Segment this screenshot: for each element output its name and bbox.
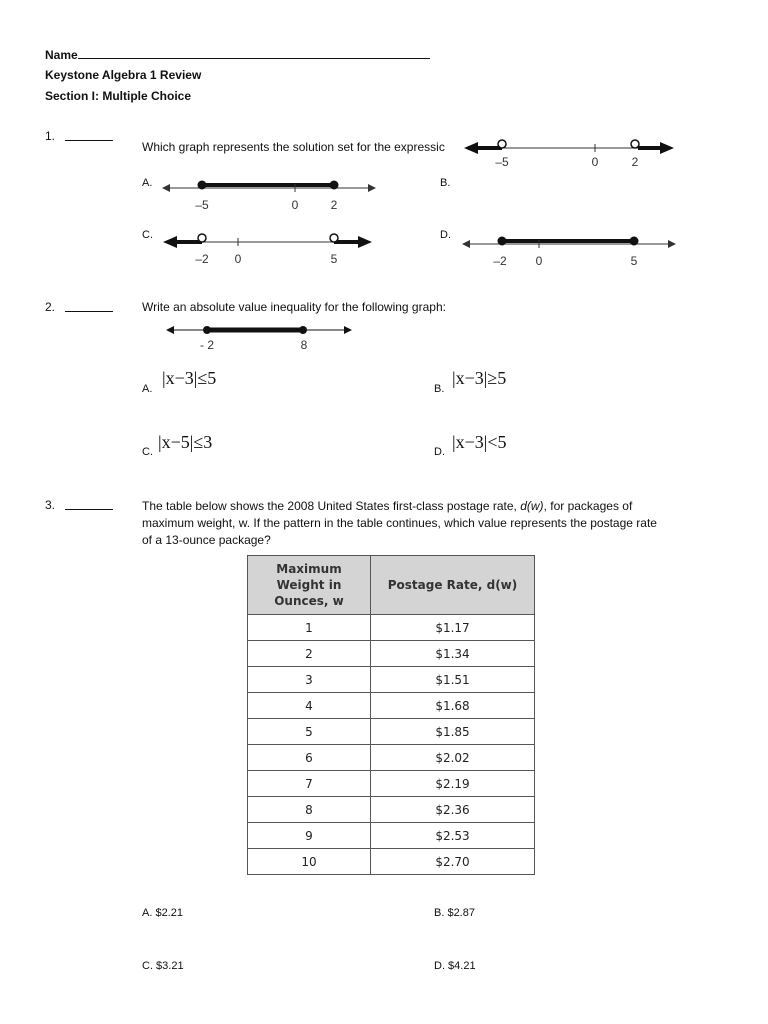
q1-option-a[interactable]: A. — [142, 177, 153, 189]
table-row — [248, 615, 535, 641]
weight-cell: 5 — [248, 719, 371, 745]
rate-cell: $2.70 — [371, 849, 535, 875]
tick-label: - 2 — [199, 338, 215, 352]
q2-graph — [165, 320, 355, 354]
q2-option-c[interactable]: C. — [142, 446, 153, 458]
q2-prompt: Write an absolute value inequality for the following graph: — [142, 300, 446, 314]
q2-answer-c: |x−5|≤3 — [158, 432, 213, 452]
weight-cell: 2 — [248, 641, 371, 667]
rate-cell: $1.68 — [371, 693, 535, 719]
table-row — [248, 771, 535, 797]
rate-cell: $1.17 — [371, 615, 535, 641]
q3-answer-blank — [65, 501, 113, 510]
arrow-left — [163, 236, 177, 248]
rate-cell: $2.02 — [371, 745, 535, 771]
closed-point — [203, 326, 211, 334]
q3-number: 3. — [45, 498, 56, 512]
q2-option-d[interactable]: D. — [434, 446, 445, 458]
weight-cell: 4 — [248, 693, 371, 719]
document-title: Keystone Algebra 1 Review — [45, 68, 202, 82]
weight-cell: 8 — [248, 797, 371, 823]
q2-answer-b: |x−3|≥5 — [452, 368, 507, 388]
q1-option-d[interactable]: D. — [440, 229, 451, 241]
arrow-left — [464, 142, 478, 154]
section-title: Section I: Multiple Choice — [45, 89, 192, 103]
q1-graph-d — [460, 232, 680, 272]
tick-label: –2 — [195, 252, 209, 266]
q1-graph-c — [160, 230, 380, 270]
tick-label: 5 — [630, 254, 638, 268]
q3-prompt — [142, 498, 697, 549]
rate-cell: $1.51 — [371, 667, 535, 693]
q1-option-c[interactable]: C. — [142, 229, 153, 241]
tick-label: –5 — [495, 155, 509, 169]
rate-cell: $1.85 — [371, 719, 535, 745]
postage-table — [247, 555, 535, 875]
weight-cell: 1 — [248, 615, 371, 641]
tick-label: –5 — [195, 198, 209, 212]
name-blank — [78, 58, 430, 59]
arrow-right — [358, 236, 372, 248]
table-row — [248, 823, 535, 849]
tick-label: 8 — [300, 338, 308, 352]
weight-cell: 7 — [248, 771, 371, 797]
table-row — [248, 797, 535, 823]
table-row — [248, 745, 535, 771]
column-header-weight: Maximum Weight in Ounces, w — [248, 556, 371, 615]
q3-function: d(w) — [520, 499, 544, 513]
tick-label: 0 — [591, 155, 599, 169]
arrow-left — [166, 326, 174, 334]
arrow-right — [344, 326, 352, 334]
q2-answer-a: |x−3|≤5 — [162, 368, 217, 388]
table-row — [248, 719, 535, 745]
weight-cell: 3 — [248, 667, 371, 693]
q1-option-b[interactable]: B. — [440, 177, 451, 189]
closed-point — [630, 237, 639, 246]
open-point — [631, 140, 639, 148]
q1-number: 1. — [45, 129, 56, 143]
closed-point — [498, 237, 507, 246]
q3-option-b[interactable]: B. $2.87 — [434, 907, 475, 919]
closed-point — [330, 181, 339, 190]
name-line — [45, 48, 430, 62]
column-header-rate: Postage Rate, d(w) — [371, 556, 535, 615]
closed-point — [198, 181, 207, 190]
rate-cell: $2.53 — [371, 823, 535, 849]
rate-cell: $2.36 — [371, 797, 535, 823]
q3-text: The table below shows the 2008 United States first-class postage rate, — [142, 499, 521, 513]
open-point — [498, 140, 506, 148]
rate-cell: $1.34 — [371, 641, 535, 667]
table-row — [248, 849, 535, 875]
weight-cell: 6 — [248, 745, 371, 771]
q2-number: 2. — [45, 300, 56, 314]
arrow-right — [368, 184, 376, 192]
weight-cell: 9 — [248, 823, 371, 849]
open-point — [198, 234, 206, 242]
arrow-left — [162, 184, 170, 192]
name-label: Name — [45, 48, 78, 62]
table-row — [248, 693, 535, 719]
tick-label: 2 — [330, 198, 338, 212]
tick-label: –2 — [493, 254, 507, 268]
tick-label: 0 — [535, 254, 543, 268]
q3-option-d[interactable]: D. $4.21 — [434, 960, 476, 972]
rate-cell: $2.19 — [371, 771, 535, 797]
q2-option-b[interactable]: B. — [434, 383, 445, 395]
tick-label: 0 — [291, 198, 299, 212]
tick-label: 0 — [234, 252, 242, 266]
weight-cell: 10 — [248, 849, 371, 875]
q3-option-a[interactable]: A. $2.21 — [142, 907, 183, 919]
table-row — [248, 641, 535, 667]
arrow-right — [660, 142, 674, 154]
q1-graph-a — [160, 176, 380, 216]
q3-text: , for packages of — [543, 499, 633, 513]
arrow-left — [462, 240, 470, 248]
q3-prompt-line3: of a 13-ounce package? — [142, 533, 271, 547]
table-body — [248, 615, 535, 875]
q3-prompt-line2: maximum weight, w. If the pattern in the table continues, which value represents the postage rate — [142, 516, 657, 530]
table-row — [248, 667, 535, 693]
tick-label: 2 — [631, 155, 639, 169]
q1-prompt: Which graph represents the solution set for the expressic — [142, 140, 445, 154]
q1-graph-b — [462, 134, 677, 174]
closed-point — [299, 326, 307, 334]
q2-answer-d: |x−3|<5 — [452, 432, 507, 452]
q3-prompt-line1 — [142, 498, 697, 515]
q2-answer-blank — [65, 303, 113, 312]
tick-label: 5 — [330, 252, 338, 266]
q1-answer-blank — [65, 132, 113, 141]
q3-option-c[interactable]: C. $3.21 — [142, 960, 184, 972]
q2-option-a[interactable]: A. — [142, 383, 153, 395]
arrow-right — [668, 240, 676, 248]
open-point — [330, 234, 338, 242]
